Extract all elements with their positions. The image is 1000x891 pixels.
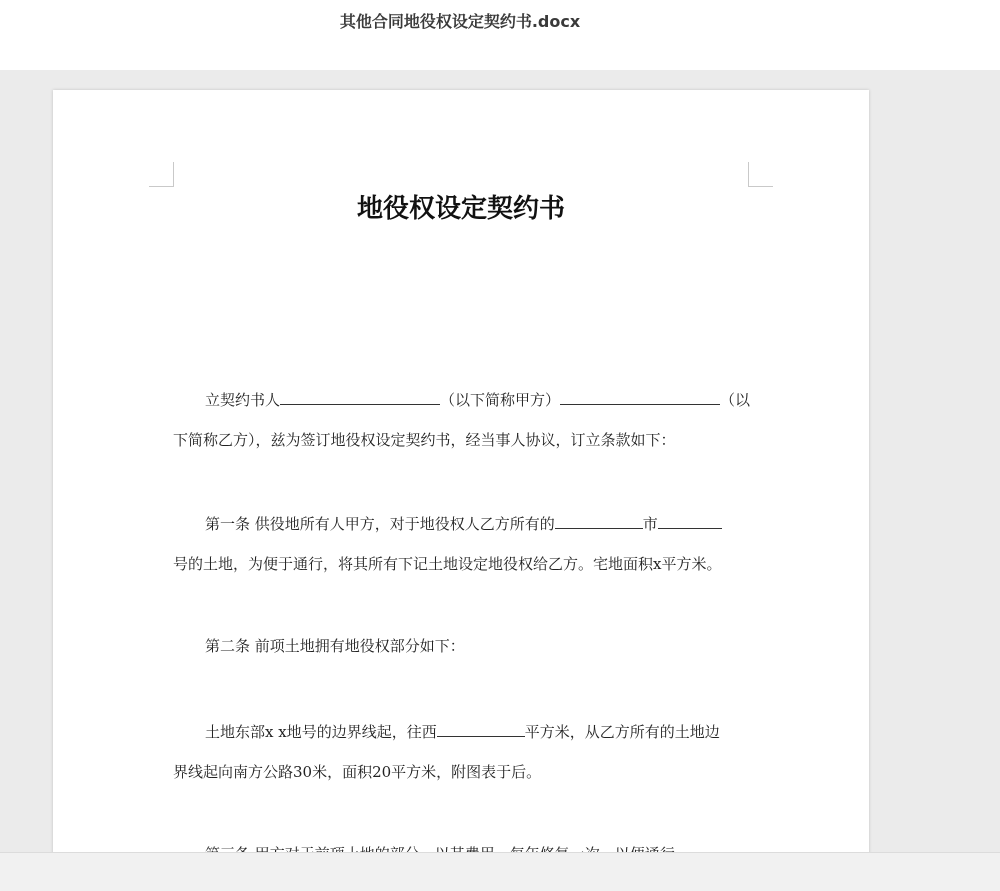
paragraph-line: 下简称乙方），兹为签订地役权设定契约书，经当事人协议，订立条款如下： — [173, 431, 676, 449]
paragraph-line: 号的土地，为便于通行，将其所有下记土地设定地役权给乙方。宅地面积x平方米。 — [173, 555, 722, 573]
text-run: 立契约书人 — [205, 391, 281, 409]
text-run: 第一条 供役地所有人甲方，对于地役权人乙方所有的 — [205, 515, 555, 533]
blank-field — [280, 388, 440, 405]
document-viewport[interactable] — [0, 70, 1000, 852]
blank-field — [560, 388, 720, 405]
blank-field — [555, 512, 643, 529]
document-page — [53, 90, 869, 890]
blank-field — [658, 512, 722, 529]
title-bar — [0, 0, 1000, 70]
paragraph-line — [173, 512, 785, 534]
paragraph-line — [173, 720, 785, 742]
paragraph-line: 界线起向南方公路30米，面积20平方米，附图表于后。 — [173, 763, 542, 781]
text-run: 市 — [642, 515, 658, 533]
blank-field — [437, 720, 525, 737]
text-run: （以下简称甲方） — [440, 391, 561, 409]
margin-corner-top-right-icon — [748, 162, 773, 187]
bottom-toolbar — [0, 852, 1000, 891]
paragraph-line — [173, 388, 785, 410]
margin-corner-top-left-icon — [149, 162, 174, 187]
document-heading: 地役权设定契约书 — [356, 194, 565, 224]
document-file-name: 其他合同地役权设定契约书.docx — [339, 12, 581, 31]
text-run: （以 — [720, 391, 751, 409]
paragraph-line: 第二条 前项土地拥有地役权部分如下： — [205, 637, 465, 655]
text-run: 平方米，从乙方所有的土地边 — [524, 723, 720, 741]
text-run: 土地东部x x地号的边界线起，往西 — [205, 723, 437, 741]
